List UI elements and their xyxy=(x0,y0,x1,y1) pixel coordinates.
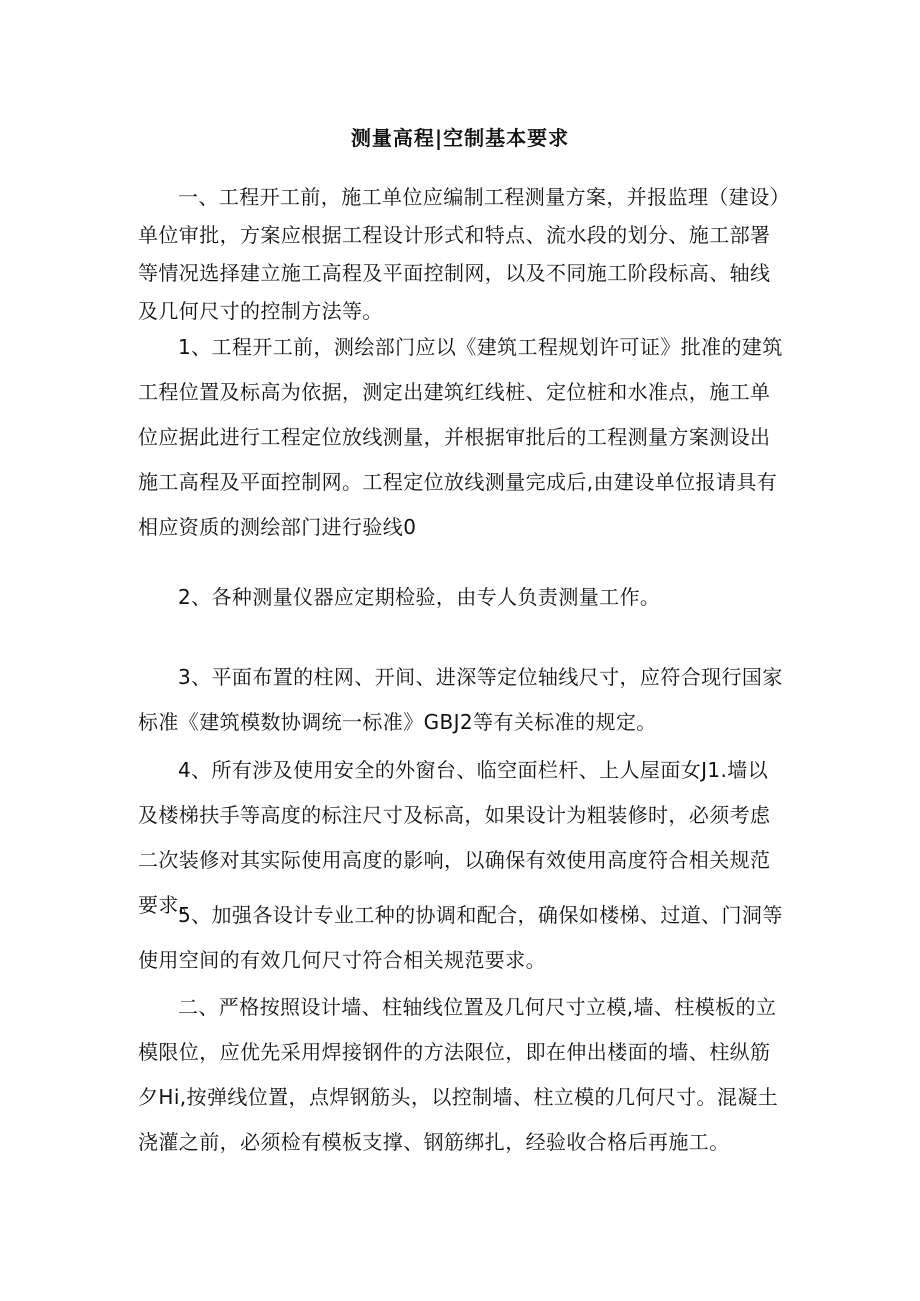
paragraph-item-4: 4、所有涉及使用安全的外窗台、临空面栏杆、上人屋面女J1.墙以及楼梯扶手等高度的标注尺寸及标高，如果设计为粗装修时，必须考虑二次装修对其实际使用高度的影响，以确保有效使用高度符合相关规范要求。 xyxy=(138,758,771,917)
paragraph-overview: 一、工程开工前，施工单位应编制工程测量方案，并报监理（建设）单位审批，方案应根据工程设计形式和特点、流水段的划分、施工部署等情况选择建立施工高程及平面控制网，以及不同施工阶段标高、轴线及几何尺寸的控制方法等。 xyxy=(138,185,780,323)
paragraph-item-5: 5、加强各设计专业工种的协调和配合，确保如楼梯、过道、门洞等使用空间的有效几何尺寸符合相关规范要求。 xyxy=(138,903,783,972)
paragraph-item-1: 1、工程开工前，测绘部门应以《建筑工程规划许可证》批准的建筑工程位置及标高为依据，测定出建筑红线桩、定位桩和水准点，施工单位应据此进行工程定位放线测量，并根据审批后的工程测量方案测设出施工高程及平面控制网。工程定位放线测量完成后,由建设单位报请具有相应资质的测绘部门进行验线0 xyxy=(138,335,783,539)
paragraph-item-2: 2、各种测量仪器应定期检验，由专人负责测量工作。 xyxy=(178,585,661,609)
paragraph-section-2: 二、严格按照设计墙、柱轴线位置及几何尺寸立模,墙、柱模板的立模限位，应优先采用焊接钢件的方法限位，即在伸出楼面的墙、柱纵筋夕Hi,按弹线位置，点焊钢筋头，以控制墙、柱立模的几何尺寸。混凝土浇灌之前，必须检有模板支撑、钢筋绑扎，经验收合格后再施工。 xyxy=(138,995,779,1154)
paragraph-item-3: 3、平面布置的柱网、开间、进深等定位轴线尺寸，应符合现行国家标准《建筑模数协调统一标准》GBJ2等有关标准的规定。 xyxy=(138,665,783,734)
document-title: 测量高程|空制基本要求 xyxy=(350,126,570,150)
